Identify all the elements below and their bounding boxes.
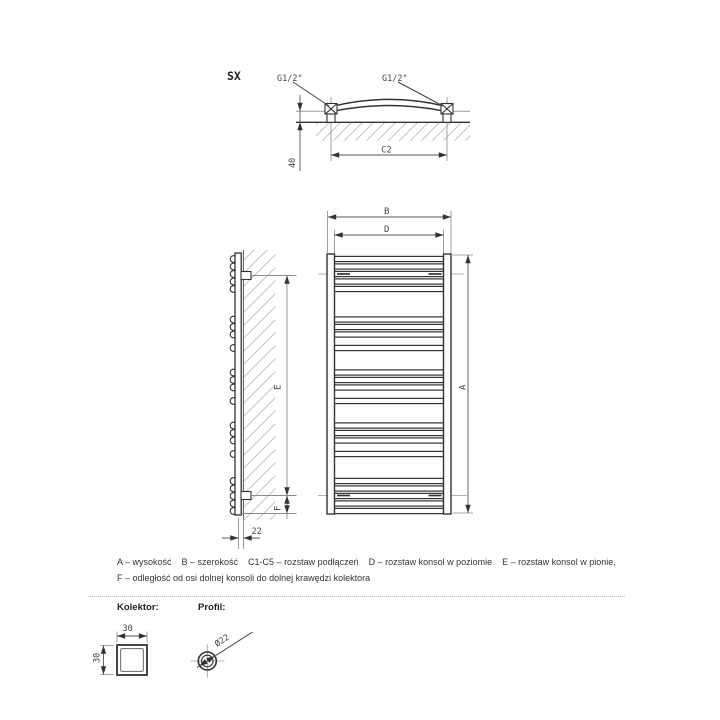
dim-arrow bbox=[297, 122, 302, 130]
hatch-line bbox=[419, 122, 440, 143]
hatch-line bbox=[430, 122, 451, 143]
hatch-line bbox=[452, 122, 473, 143]
rung bbox=[334, 508, 444, 513]
hatch-line bbox=[309, 122, 330, 143]
rung bbox=[334, 332, 444, 337]
section-title: SX bbox=[227, 69, 241, 83]
connection-left-label: G1/2" bbox=[277, 74, 303, 84]
dim-arrow bbox=[439, 152, 447, 157]
top-hatch bbox=[298, 122, 495, 143]
dim-arrow bbox=[435, 232, 443, 237]
hatch-line bbox=[397, 122, 418, 143]
rung bbox=[334, 486, 444, 491]
hatch-line bbox=[242, 448, 277, 483]
dim-f-label: F bbox=[273, 505, 284, 511]
rung bbox=[334, 256, 444, 261]
hatch-line bbox=[242, 279, 277, 314]
dim-40-label: 40 bbox=[288, 157, 298, 168]
dim-arrow bbox=[465, 505, 470, 513]
hatch-line bbox=[242, 396, 277, 431]
dim-e-label: E bbox=[273, 384, 284, 390]
hatch-line bbox=[298, 122, 319, 143]
left-fitting bbox=[325, 104, 337, 123]
connection-right-label: G1/2" bbox=[382, 74, 408, 84]
legend-line-2: F – odległość od osi dolnej konsoli do dolnej krawędzi kolektora bbox=[117, 573, 371, 583]
top-leader-lines bbox=[293, 82, 443, 106]
collector-square bbox=[117, 645, 147, 675]
rung bbox=[334, 370, 444, 375]
collector-heading: Kolektor: bbox=[117, 602, 159, 613]
hatch-line bbox=[342, 122, 363, 143]
dim-arrow bbox=[230, 535, 238, 540]
dim-arrow bbox=[139, 633, 147, 638]
dim-arrow bbox=[465, 255, 470, 263]
hatch-line bbox=[242, 227, 277, 262]
hatch-line bbox=[242, 292, 277, 327]
upper-console bbox=[241, 272, 251, 280]
hatch-line bbox=[242, 370, 277, 405]
hatch-line bbox=[474, 122, 495, 143]
hatch-line bbox=[375, 122, 396, 143]
right-collector bbox=[444, 254, 452, 514]
rung bbox=[334, 501, 444, 506]
dim-arrow bbox=[284, 276, 289, 284]
hatch-line bbox=[463, 122, 484, 143]
dim-arrow bbox=[284, 496, 289, 504]
dim-arrow bbox=[101, 646, 106, 654]
hatch-line bbox=[242, 331, 277, 366]
hatch-line bbox=[242, 422, 277, 457]
rung bbox=[334, 286, 444, 291]
hatch-line bbox=[242, 318, 277, 353]
dim-b-label: B bbox=[384, 207, 390, 217]
rung bbox=[334, 279, 444, 284]
dim-arrow bbox=[443, 214, 451, 219]
dim-arrow bbox=[328, 214, 336, 219]
front-rungs bbox=[334, 256, 444, 513]
dim-diameter-label: Ø22 bbox=[213, 632, 232, 650]
front-collectors bbox=[327, 254, 451, 514]
rung bbox=[334, 438, 444, 443]
hatch-line bbox=[242, 383, 277, 418]
rung bbox=[334, 478, 444, 483]
dim-22-label: 22 bbox=[251, 527, 262, 537]
profile-heading: Profil: bbox=[198, 602, 226, 613]
rung bbox=[334, 451, 444, 456]
rung bbox=[334, 423, 444, 428]
rung bbox=[334, 398, 444, 403]
rung bbox=[334, 493, 444, 498]
dim-c2-label: C2 bbox=[381, 145, 392, 156]
hatch-line bbox=[242, 344, 277, 379]
dim-arrow bbox=[284, 505, 289, 513]
rung bbox=[334, 377, 444, 382]
radiator-arc-profile bbox=[333, 99, 445, 111]
hatch-line bbox=[242, 435, 277, 470]
left-collector bbox=[327, 254, 335, 514]
rung bbox=[334, 385, 444, 390]
lower-console bbox=[241, 492, 251, 500]
rung bbox=[334, 271, 444, 276]
rung bbox=[334, 264, 444, 269]
hatch-line bbox=[242, 305, 277, 340]
dim-arrow bbox=[101, 666, 106, 674]
hatch-line bbox=[242, 409, 277, 444]
dim-30-left-label: 30 bbox=[92, 652, 103, 663]
hatch-line bbox=[353, 122, 374, 143]
dim-a-label: A bbox=[458, 384, 469, 390]
hatch-line bbox=[242, 461, 277, 496]
hatch-line bbox=[364, 122, 385, 143]
hatch-line bbox=[331, 122, 352, 143]
side-panel bbox=[235, 253, 241, 515]
hatch-line bbox=[320, 122, 341, 143]
dim-arrow bbox=[331, 152, 339, 157]
dim-arrow bbox=[117, 633, 125, 638]
hatch-line bbox=[386, 122, 407, 143]
rung bbox=[334, 324, 444, 329]
hatch-line bbox=[242, 240, 277, 275]
divider-dotted bbox=[88, 596, 625, 597]
dim-arrow bbox=[284, 487, 289, 495]
hatch-line bbox=[408, 122, 429, 143]
hatch-line bbox=[441, 122, 462, 143]
hatch-line bbox=[242, 253, 277, 288]
legend-line-1: A – wysokość B – szerokość C1-C5 – rozstaw podłączeń D – rozstaw konsol w poziomie E – rozstaw konsol w pionie, bbox=[117, 557, 616, 567]
dim-d-label: D bbox=[384, 225, 390, 235]
dim-arrow bbox=[335, 232, 343, 237]
rung bbox=[334, 345, 444, 350]
dim-30-top-label: 30 bbox=[122, 624, 133, 634]
side-consoles bbox=[241, 272, 251, 500]
hatch-line bbox=[242, 357, 277, 392]
dim-arrow bbox=[244, 535, 252, 540]
rung bbox=[334, 430, 444, 435]
rung bbox=[334, 317, 444, 322]
dim-arrow bbox=[297, 103, 302, 111]
